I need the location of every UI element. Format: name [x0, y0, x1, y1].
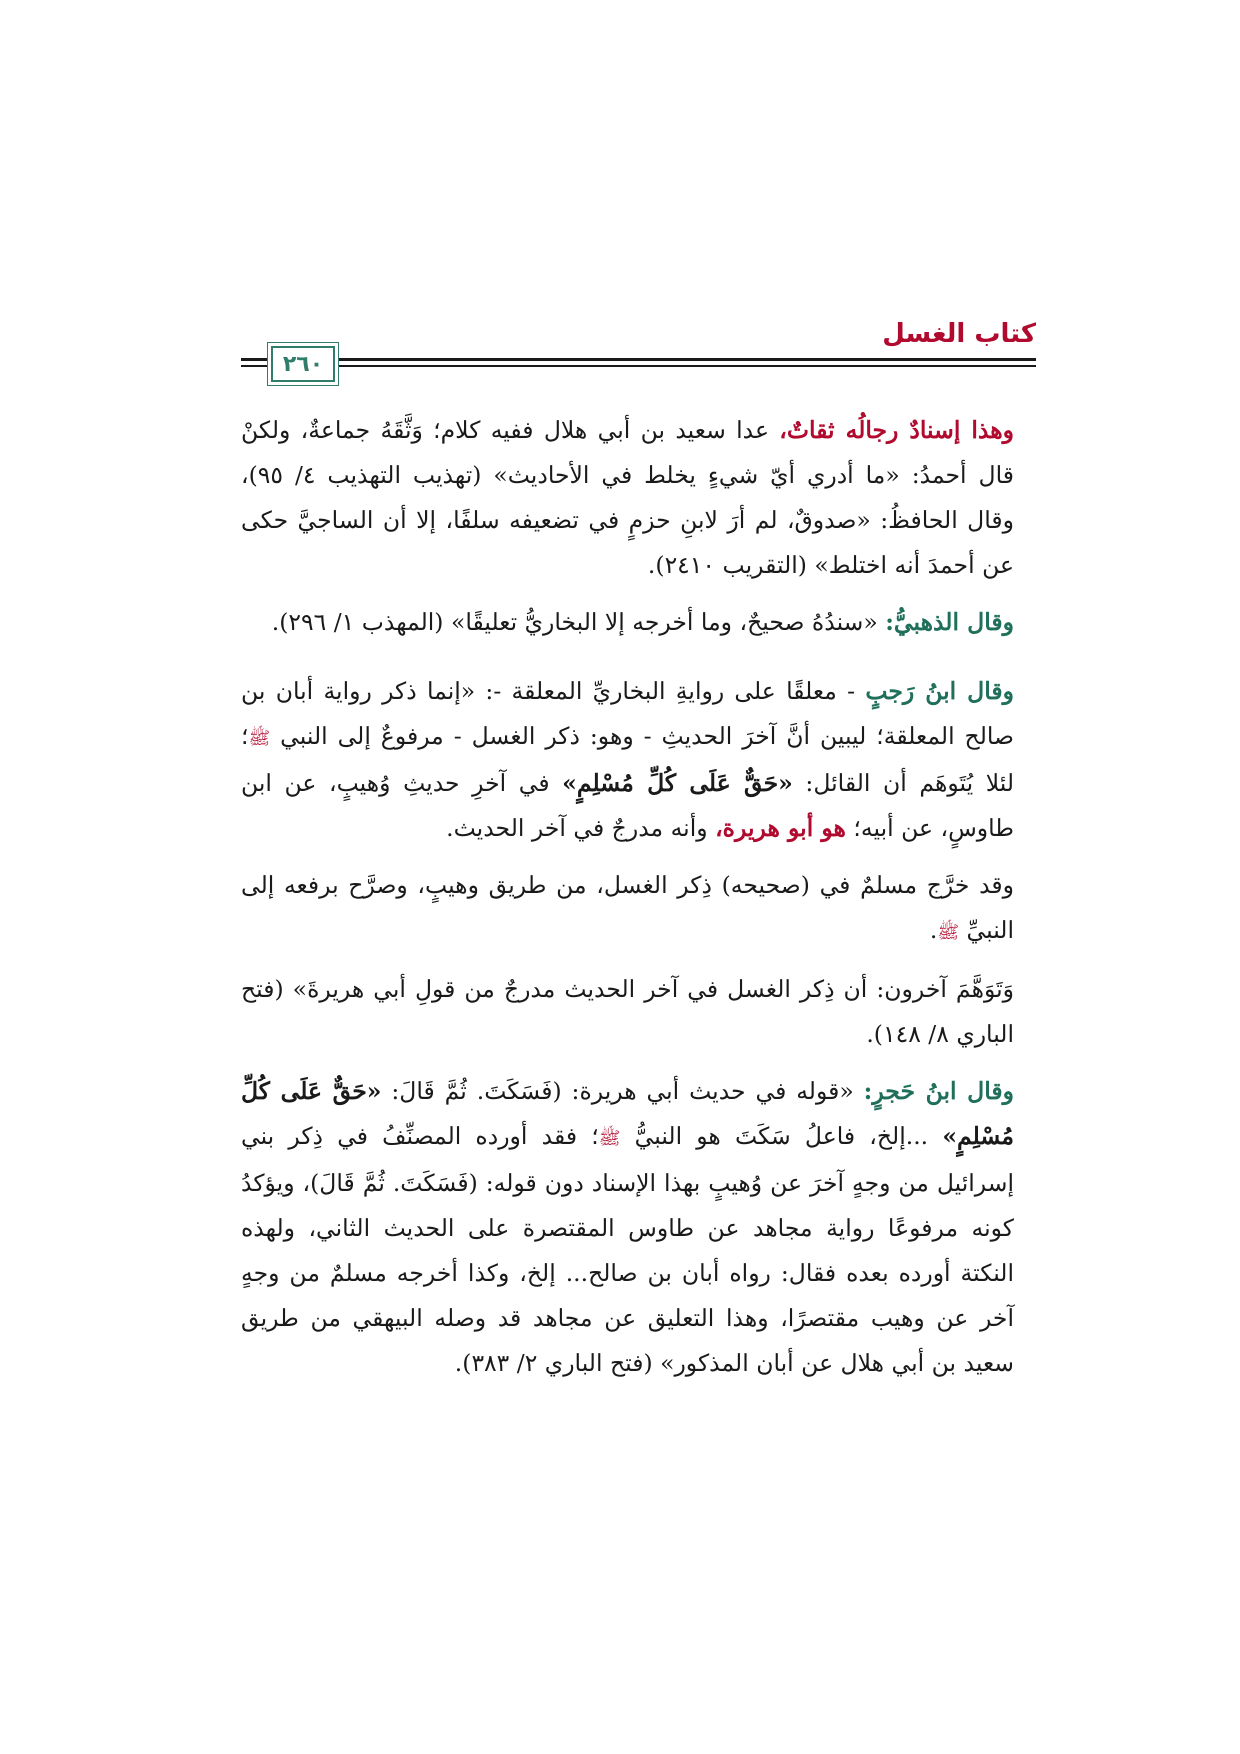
hadith-quote: «حَقٌّ عَلَى كُلِّ مُسْلِمٍ» [562, 769, 793, 797]
page-body [241, 408, 1036, 1386]
paragraph-text: . [929, 916, 938, 944]
highlight-phrase: هو أبو هريرة، [715, 814, 846, 842]
salawat-glyph: ﷺ [598, 1128, 621, 1149]
chapter-title: كتاب الغسل [882, 319, 1036, 349]
speaker-name: وقال ابنُ رَجبٍ [865, 677, 1014, 705]
paragraph-text: عدا سعيد بن أبي هلال ففيه كلام؛ وَثَّقَهُ جماعةٌ، ولكنْ قال أحمدُ: «ما أدري أيّ شيءٍ يخلط في الأحاديث» (تهذيب التهذيب ٤/ ٩٥)، وقال الحافظُ: «صدوقٌ، لم أرَ لابنِ حزمٍ في تضعيفه سلفًا، إلا أن الساجيَّ حكى عن أحمدَ أنه اختلط» (التقريب ٢٤١٠). [241, 416, 1014, 579]
page-header [241, 318, 1036, 388]
paragraph-text: «قوله في حديث أبي هريرة: (فَسَكَتَ. ثُمَّ قَالَ: [381, 1077, 864, 1105]
lead-phrase: وهذا إسنادٌ رجالُه ثقاتٌ، [779, 416, 1014, 444]
speaker-name: وقال الذهبيُّ: [885, 608, 1014, 636]
paragraph-text: في آخرِ حديثِ وُهيبٍ، عن ابن طاوسٍ، عن أبيه؛ [241, 769, 1014, 842]
paragraph-1 [241, 408, 1036, 588]
paragraph-6 [241, 1069, 1036, 1386]
paragraph-text: ...إلخ، فاعلُ سَكَتَ هو النبيُّ [620, 1122, 943, 1150]
paragraph-text: ؛ لئلا يُتَوهَم أن القائل: [241, 722, 1014, 797]
paragraph-text: وأنه مدرجٌ في آخر الحديث. [446, 814, 716, 842]
salawat-glyph: ﷺ [937, 922, 960, 943]
paragraph-text: وَتَوَهَّمَ آخرون: أن ذِكر الغسل في آخر الحديث مدرجٌ من قولِ أبي هريرةَ» (فتح الباري ٨/ ١٤٨). [241, 975, 1014, 1048]
page-number-frame [271, 346, 335, 382]
salawat-glyph: ﷺ [248, 728, 271, 749]
paragraph-text: ؛ فقد أورده المصنِّفُ في ذِكر بني إسرائيل من وجهٍ آخرَ عن وُهيبٍ بهذا الإسناد دون قوله: (فَسَكَتَ. ثُمَّ قَالَ)، ويؤكدُ كونه مرفوعًا رواية مجاهد عن طاوس المقتصرة على الحديث الثاني، ولهذه النكتة أورده بعده فقال: رواه أبان بن صالح... إلخ، وكذا أخرجه مسلمٌ من وجهٍ آخر عن وهيب مقتصرًا، وهذا التعليق عن مجاهد قد وصله البيهقي من طريق سعيد بن أبي هلال عن أبان المذكور» (فتح الباري ٢/ ٣٨٣). [241, 1122, 1014, 1377]
header-rule-top [241, 358, 1036, 361]
speaker-name: وقال ابنُ حَجرٍ: [863, 1077, 1014, 1105]
header-rule-bottom [241, 365, 1036, 367]
paragraph-text: «سندُهُ صحيحٌ، وما أخرجه إلا البخاريُّ تعليقًا» (المهذب ١/ ٢٩٦). [271, 608, 886, 636]
paragraph-5 [241, 967, 1036, 1057]
page-number: ٢٦٠ [282, 351, 324, 377]
paragraph-3 [241, 669, 1036, 851]
hadith-quote: «حَقٌّ عَلَى كُلِّ مُسْلِمٍ» [241, 1077, 1014, 1150]
paragraph-4 [241, 863, 1036, 955]
paragraph-text: وقد خرَّج مسلمٌ في (صحيحه) ذِكر الغسل، من طريق وهيبٍ، وصرَّح برفعه إلى النبيِّ [241, 871, 1014, 944]
paragraph-2 [241, 600, 1036, 645]
paragraph-text: - معلقًا على روايةِ البخاريِّ المعلقة -: «إنما ذكر رواية أبان بن صالح المعلقة؛ ليبين أنَّ آخرَ الحديثِ - وهو: ذكر الغسل - مرفوعٌ إلى النبي [241, 677, 1014, 750]
